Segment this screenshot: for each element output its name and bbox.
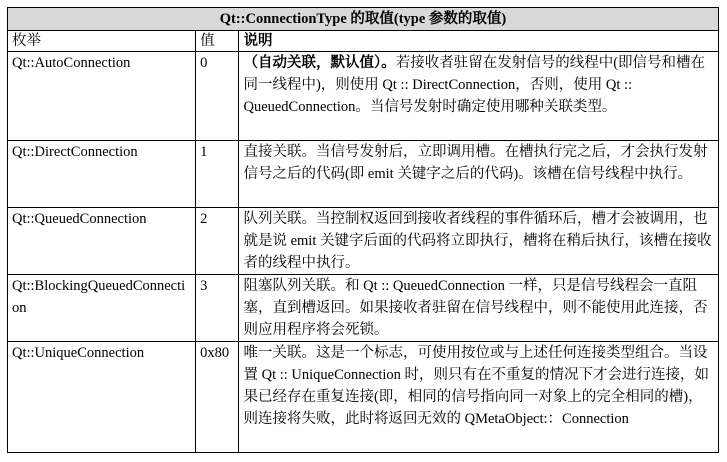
enum-name: Qt::UniqueConnection	[8, 342, 196, 453]
enum-description: 阻塞队列关联。和 Qt :: QueuedConnection 一样，只是信号线程会一直阻塞，直到槽返回。如果接收者驻留在信号线程中，则不能使用此连接，否则应用程序将会死锁。	[239, 275, 719, 342]
enum-name: Qt::DirectConnection	[8, 141, 196, 208]
table-title-row	[8, 8, 719, 31]
enum-value: 2	[196, 208, 239, 275]
enum-description	[239, 52, 719, 141]
enum-value: 0x80	[196, 342, 239, 453]
enum-name: Qt::AutoConnection	[8, 52, 196, 141]
description-text: 若接收者驻留在发射信号的线程中(即信号和槽在同一线程中)，则使用 Qt :: DirectConnection，否则，使用 Qt :: QueuedConnection。当信号发射时确定使用哪种关联类型。	[243, 55, 706, 115]
enum-value: 3	[196, 275, 239, 342]
enum-value: 1	[196, 141, 239, 208]
connection-type-table	[7, 7, 719, 453]
header-value: 值	[196, 31, 239, 52]
header-enum: 枚举	[8, 31, 196, 52]
table-row	[8, 208, 719, 275]
table-title: Qt::ConnectionType 的取值(type 参数的取值)	[8, 8, 719, 31]
table-row	[8, 275, 719, 342]
table-row	[8, 141, 719, 208]
enum-value: 0	[196, 52, 239, 141]
enum-name: Qt::QueuedConnection	[8, 208, 196, 275]
description-emphasis: （自动关联，默认值）。	[243, 55, 396, 71]
enum-description: 队列关联。当控制权返回到接收者线程的事件循环后，槽才会被调用，也就是说 emit 关键字后面的代码将立即执行，槽将在稍后执行，该槽在接收者的线程中执行。	[239, 208, 719, 275]
enum-name: Qt::BlockingQueuedConnection	[8, 275, 196, 342]
table-row	[8, 342, 719, 453]
table-header-row	[8, 31, 719, 52]
enum-description: 唯一关联。这是一个标志，可使用按位或与上述任何连接类型组合。当设置 Qt :: UniqueConnection 时，则只有在不重复的情况下才会进行连接，如果已经存在重复连接(即，相同的信号指向同一对象上的完全相同的槽)，则连接将失败，此时将返回无效的 QMetaObject:：Connection	[239, 342, 719, 453]
document-page	[7, 7, 719, 453]
enum-description: 直接关联。当信号发射后，立即调用槽。在槽执行完之后，才会执行发射信号之后的代码(即 emit 关键字之后的代码)。该槽在信号线程中执行。	[239, 141, 719, 208]
table-row	[8, 52, 719, 141]
header-description: 说明	[239, 31, 719, 52]
